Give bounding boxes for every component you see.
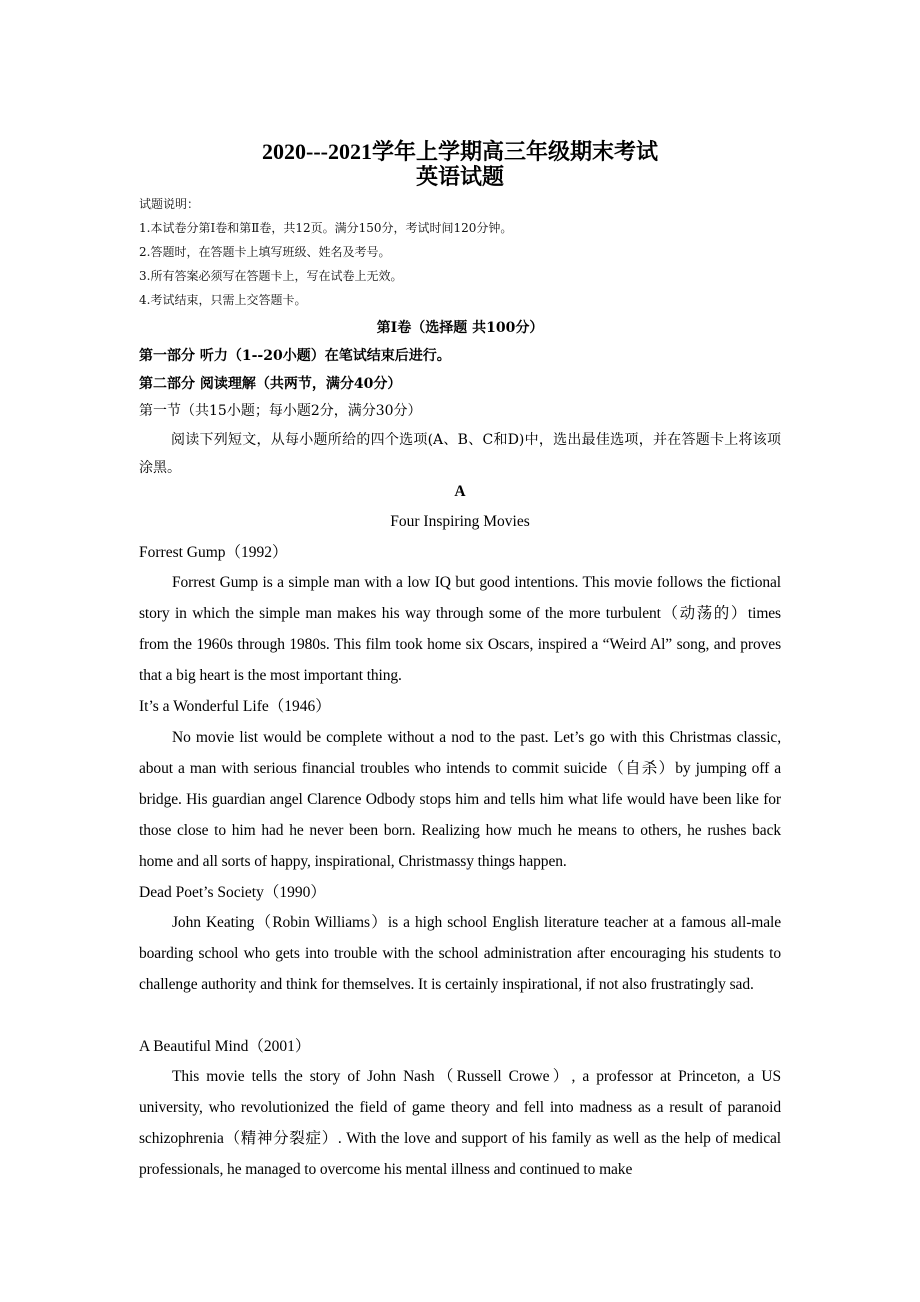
- volume-title: 第I卷（选择题 共100分）: [376, 320, 544, 336]
- movie-body: This movie tells the story of John Nash（Russell Crowe）, a professor at Princeton, a US university, who revolutionized the field of game theory and fell into madness as a result of paranoid schizophrenia（精神分裂症）. With the love and support of his family as well as the help of medical professionals, he managed to overcome his mental illness and continued to make: [139, 1068, 781, 1178]
- directions: 阅读下列短文，从每小题所给的四个选项(A、B、C和D)中，选出最佳选项，并在答题卡上将该项涂黑。: [139, 432, 781, 476]
- movie-heading: Dead Poet’s Society（1990）: [139, 884, 326, 901]
- instruction-item: 2.答题时，在答题卡上填写班级、姓名及考号。: [139, 245, 391, 259]
- movie-body: No movie list would be complete without a nod to the past. Let’s go with this Christmas classic, about a man with serious financial troubles who intends to commit suicide（自杀）by jumping off a bridge. His guardian angel Clarence Odbody stops him and tells him what life would have been like for those close to him had he never been born. Realizing how much he means to others, he rushes back home and all sorts of happy, inspirational, Christmassy things happen.: [139, 729, 781, 870]
- movie-body: Forrest Gump is a simple man with a low IQ but good intentions. This movie follows the fictional story in which the simple man makes his way through some of the more turbulent（动荡的）times from the 1960s through 1980s. This film took home six Oscars, inspired a “Weird Al” song, and proves that a big heart is the most important thing.: [139, 574, 781, 684]
- section1-heading: 第一节（共15小题；每小题2分，满分30分）: [139, 403, 422, 419]
- exam-title: 2020---2021学年上学期高三年级期末考试: [262, 139, 658, 164]
- movie-heading: Forrest Gump（1992）: [139, 544, 288, 561]
- instruction-item: 4.考试结束，只需上交答题卡。: [139, 293, 307, 307]
- part1-heading: 第一部分 听力（1--20小题）在笔试结束后进行。: [139, 348, 451, 364]
- movie-heading: It’s a Wonderful Life（1946）: [139, 698, 331, 715]
- instructions-heading: 试题说明：: [139, 197, 200, 211]
- passage-label: A: [454, 483, 466, 500]
- instruction-item: 1.本试卷分第Ⅰ卷和第Ⅱ卷，共12页。满分150分，考试时间120分钟。: [139, 221, 513, 235]
- exam-subtitle: 英语试题: [415, 164, 504, 189]
- movie-body: John Keating（Robin Williams）is a high school English literature teacher at a famous all-male boarding school who gets into trouble with the school administration after encouraging his students to challenge authority and think for themselves. It is certainly inspirational, if not also frustratingly sad.: [139, 914, 781, 993]
- part2-heading: 第二部分 阅读理解（共两节，满分40分）: [139, 376, 402, 392]
- instruction-item: 3.所有答案必须写在答题卡上，写在试卷上无效。: [139, 269, 403, 283]
- passage-title: Four Inspiring Movies: [390, 513, 530, 530]
- movie-heading: A Beautiful Mind（2001）: [139, 1038, 311, 1055]
